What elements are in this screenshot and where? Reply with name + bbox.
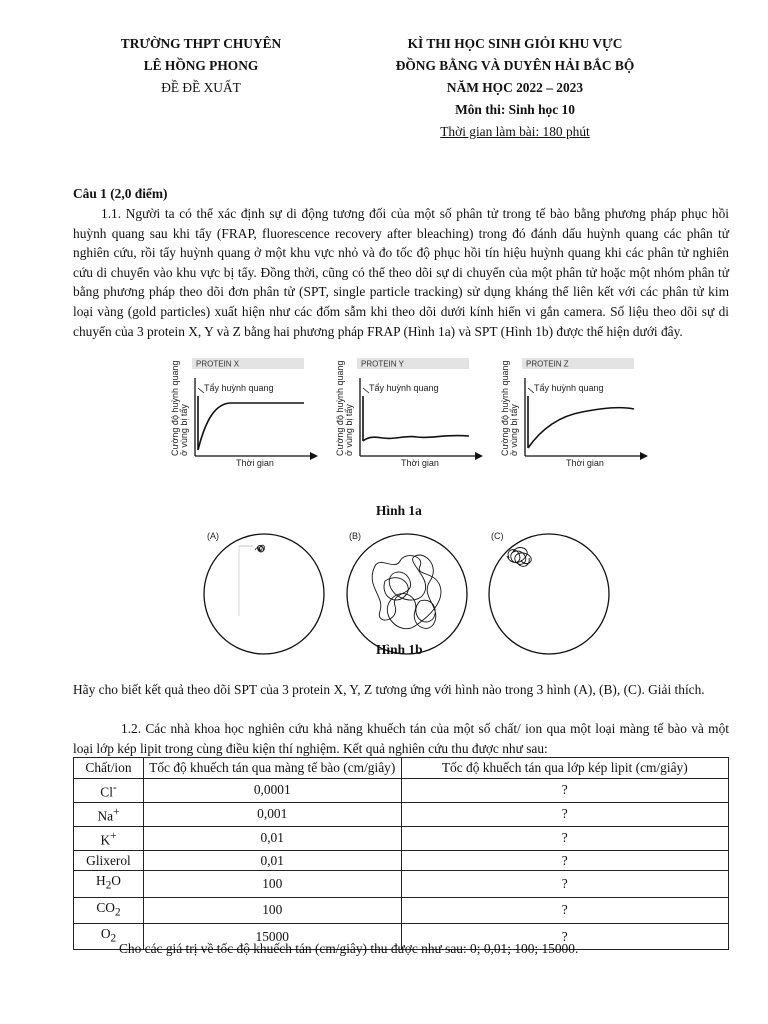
cell-substance: $H_2O$	[74, 871, 144, 897]
cell-substance: Cl-	[74, 778, 144, 802]
bleach-label-z: Tẩy huỳnh quang	[534, 383, 604, 393]
table-row	[74, 850, 729, 871]
cell-bilayer: ?	[401, 802, 728, 826]
spt-figure-b	[345, 526, 470, 660]
exam-title-line1: KÌ THI HỌC SINH GIỎI KHU VỰC	[407, 36, 623, 51]
cell-bilayer: ?	[401, 778, 728, 802]
table-row	[74, 826, 729, 850]
spt-label-a: (A)	[207, 531, 219, 541]
figure-1b-caption: Hình 1b	[376, 642, 423, 657]
spt-label-c: (C)	[491, 531, 504, 541]
frap-panel-x	[172, 358, 322, 470]
header-membrane: Tốc độ khuếch tán qua màng tế bào (cm/giây)	[143, 758, 401, 779]
x-axis-label-x: Thời gian	[236, 458, 274, 468]
cell-substance: K+	[74, 826, 144, 850]
subject: Môn thi: Sinh học 10	[455, 102, 575, 117]
cell-bilayer: ?	[401, 897, 728, 923]
cell-substance: Na+	[74, 802, 144, 826]
header-bilayer: Tốc độ khuếch tán qua lớp kép lipit (cm/giây)	[401, 758, 728, 779]
table-header-row	[74, 758, 729, 779]
y-axis-label-line1: Cường độ huỳnh quang	[335, 360, 345, 456]
cell-membrane: 0,01	[143, 826, 401, 850]
bleach-label-x: Tẩy huỳnh quang	[204, 383, 274, 393]
cell-membrane: 100	[143, 871, 401, 897]
paragraph-1-1: 1.1. Người ta có thể xác định sự di động tương đối của một số phân tử trong tế bào bằng phương pháp phục hồi huỳnh quang sau khi tẩy (FRAP, fluorescence recovery after bleaching) trong đó đánh dấu huỳnh quang các phân tử nghiên cứu, rồi tẩy huỳnh quang ở một khu vực nhỏ và đo tốc độ phục hồi tín hiệu huỳnh quang khi các phân tử nghiên cứu di chuyển vào khu vực bị tẩy. Đồng thời, cũng có thể theo dõi sự di chuyển của một phân tử hoặc một nhóm phân tử bằng phương pháp theo dõi đơn phân tử (SPT, single particle tracking) sử dụng kháng thể liên kết với các phân tử kim loại vàng (gold particles) xuất hiện như các đốm sẫm khi theo dõi dưới kính hiển vi gắn camera. Số liệu theo dõi sự di chuyển của 3 protein X, Y và Z bằng hai phương pháp FRAP (Hình 1a) và SPT (Hình 1b) được thể hiện dưới đây.	[73, 206, 729, 339]
panel-title-x: PROTEIN X	[196, 359, 240, 369]
school-name-line1: TRƯỜNG THPT CHUYÊN	[120, 36, 282, 51]
paragraph-1-2: 1.2. Các nhà khoa học nghiên cứu khả năng khuếch tán của một số chất/ ion qua một loại màng tế bào và một loại lớp kép lipit trong cùng điều kiện thí nghiệm. Kết quả nghiên cứu thu được như sau:	[73, 721, 729, 756]
exam-title-line2: ĐỒNG BẰNG VÀ DUYÊN HẢI BẮC BỘ	[395, 58, 635, 73]
y-axis-label-line1: Cường độ huỳnh quang	[170, 360, 180, 456]
y-axis-label-line2: ở vùng bị tẩy	[509, 404, 519, 456]
cell-bilayer: ?	[401, 923, 728, 949]
exam-header	[360, 33, 670, 143]
cell-membrane: 15000	[143, 923, 401, 949]
paragraph-question-1-1: Hãy cho biết kết quả theo dõi SPT của 3 protein X, Y, Z tương ứng với hình nào trong 3 hình (A), (B), (C). Giải thích.	[73, 682, 705, 697]
cell-membrane: 0,0001	[143, 778, 401, 802]
cell-bilayer: ?	[401, 826, 728, 850]
duration: Thời gian làm bài: 180 phút	[440, 124, 590, 139]
cell-substance: Glixerol	[74, 850, 144, 871]
cell-membrane: 100	[143, 897, 401, 923]
table-row	[74, 897, 729, 923]
spt-figure-a	[203, 526, 328, 660]
cell-substance: $O_2$	[74, 923, 144, 949]
cell-membrane: 0,001	[143, 802, 401, 826]
panel-title-z: PROTEIN Z	[526, 359, 569, 369]
cell-bilayer: ?	[401, 850, 728, 871]
question-title: Câu 1 (2,0 điểm)	[73, 186, 168, 201]
table-row	[74, 871, 729, 897]
diffusion-table	[73, 757, 729, 950]
bleach-label-y: Tẩy huỳnh quang	[369, 383, 439, 393]
frap-panel-z	[502, 358, 652, 470]
cell-bilayer: ?	[401, 871, 728, 897]
cell-substance: $CO_2$	[74, 897, 144, 923]
paragraph-values: Cho các giá trị về tốc độ khuếch tán (cm/giây) thu được như sau: 0; 0,01; 100; 15000.	[119, 941, 579, 956]
x-axis-label-y: Thời gian	[401, 458, 439, 468]
x-axis-label-z: Thời gian	[566, 458, 604, 468]
figure-1a-caption: Hình 1a	[376, 503, 422, 518]
school-name-line2: LÊ HỒNG PHONG	[143, 58, 259, 73]
spt-label-b: (B)	[349, 531, 361, 541]
y-axis-label-line2: ở vùng bị tẩy	[179, 404, 189, 456]
proposal-label: ĐỀ ĐỀ XUẤT	[161, 80, 241, 95]
y-axis-label-line2: ở vùng bị tẩy	[344, 404, 354, 456]
frap-panel-y	[337, 358, 487, 470]
header-substance: Chất/ion	[74, 758, 144, 779]
school-header	[96, 33, 306, 99]
cell-membrane: 0,01	[143, 850, 401, 871]
table-row	[74, 802, 729, 826]
panel-title-y: PROTEIN Y	[361, 359, 404, 369]
y-axis-label-line1: Cường độ huỳnh quang	[500, 360, 510, 456]
spt-figure-c	[487, 526, 612, 660]
table-row	[74, 778, 729, 802]
school-year: NĂM HỌC 2022 – 2023	[446, 80, 584, 95]
